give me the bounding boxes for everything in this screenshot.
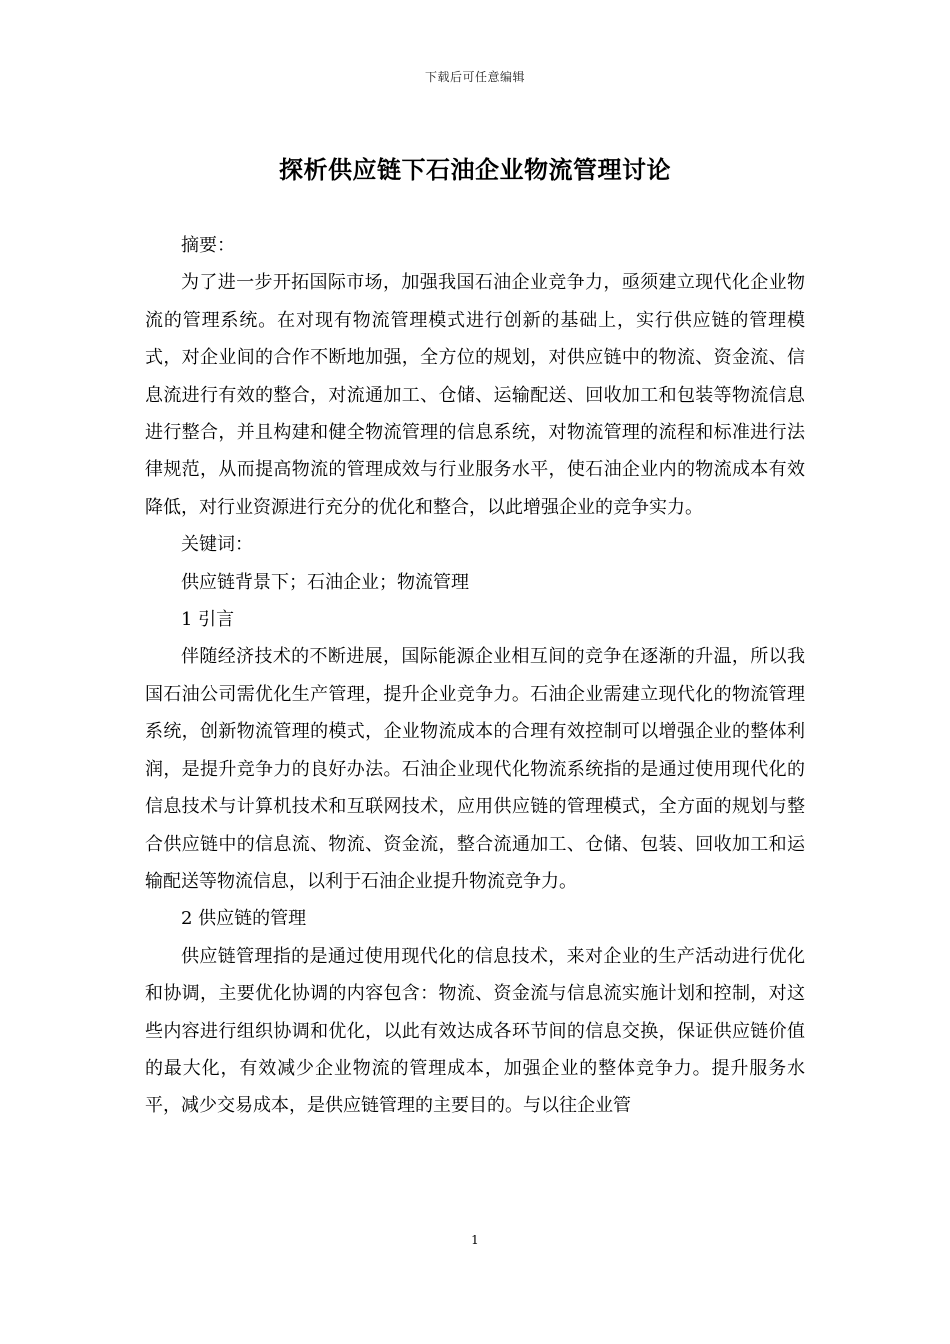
keywords-heading: 关键词： bbox=[181, 534, 253, 556]
section-heading-introduction: 1 引言 bbox=[181, 609, 235, 631]
page-number: 1 bbox=[471, 1233, 479, 1247]
section-heading-supply-chain: 2 供应链的管理 bbox=[181, 908, 307, 930]
header-note: 下载后可任意编辑 bbox=[424, 70, 525, 84]
abstract-heading: 摘要： bbox=[181, 235, 235, 256]
supply-chain-paragraph: 供应链管理指的是通过使用现代化的信息技术，来对企业的生产活动进行优化和协调，主要优化协调的内容包含：物流、资金流与信息流实施计划和控制，对这些内容进行组织协调和优化，以此有效达成各环节间的信息交换，保证供应链价值的最大化，有效减少企业物流的管理成本，加强企业的整体竞争力。提升服务水平，减少交易成本，是供应链管理的主要目的。与以往企业管 bbox=[145, 945, 805, 1117]
document-title: 探析供应链下石油企业物流管理讨论 bbox=[279, 155, 671, 184]
introduction-paragraph: 伴随经济技术的不断进展，国际能源企业相互间的竞争在逐渐的升温，所以我国石油公司需优化生产管理，提升企业竞争力。石油企业需建立现代化的物流管理系统，创新物流管理的模式，企业物流成本的合理有效控制可以增强企业的整体利润，是提升竞争力的良好办法。石油企业现代化物流系统指的是通过使用现代化的信息技术与计算机技术和互联网技术，应用供应链的管理模式，全方面的规划与整合供应链中的信息流、物流、资金流，整合流通加工、仓储、包装、回收加工和运输配送等物流信息，以利于石油企业提升物流竞争力。 bbox=[145, 646, 805, 892]
document-body bbox=[145, 227, 805, 1125]
abstract-paragraph: 为了进一步开拓国际市场，加强我国石油企业竞争力，亟须建立现代化企业物流的管理系统。在对现有物流管理模式进行创新的基础上，实行供应链的管理模式，对企业间的合作不断地加强，全方位的规划，对供应链中的物流、资金流、信息流进行有效的整合，对流通加工、仓储、运输配送、回收加工和包装等物流信息进行整合，并且构建和健全物流管理的信息系统，对物流管理的流程和标准进行法律规范，从而提高物流的管理成效与行业服务水平，使石油企业内的物流成本有效降低，对行业资源进行充分的优化和整合，以此增强企业的竞争实力。 bbox=[145, 272, 805, 518]
keywords-list: 供应链背景下；石油企业；物流管理 bbox=[181, 571, 469, 593]
